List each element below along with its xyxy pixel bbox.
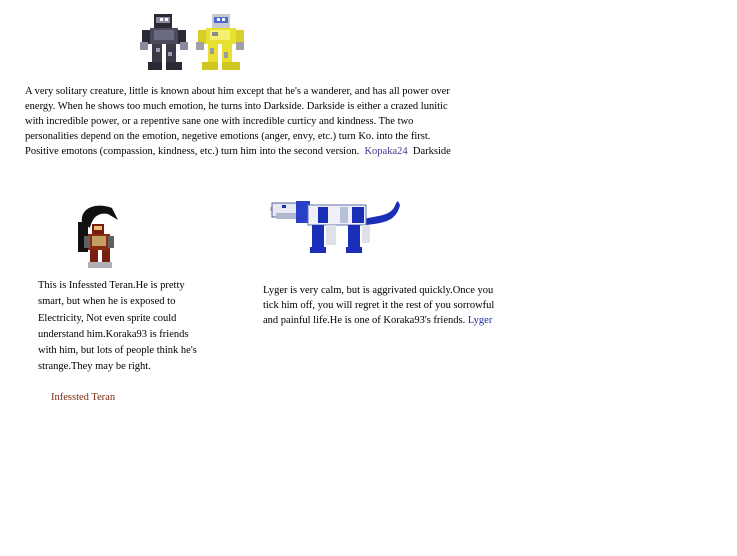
lyger-description-text: Lyger is very calm, but is aggrivated quickly.Once you tick him off, you will regret it the rest of you sorrowful and painful life.He is one of Koraka93's friends.: [263, 285, 495, 326]
lyger-label: Lyger: [467, 315, 493, 326]
kopaka24-label: Kopaka24: [364, 146, 408, 157]
infessted-teran-sprite: [74, 202, 120, 270]
kopaka-description-text: A very solitary creature, little is known about him except that he's a wanderer, and has all power over energy. When he shows too much emotion, he turns into Darkside. Darkside is either a crazed lunitic with incredible power, or a repentive sane one with incredible curticy and kindness. The two personalities depend on the emotion, negetive emotions (anger, envy, etc.) turn Ko. into the first. Positive emotons (compassion, kindness, etc.) turn him into the second version.: [25, 86, 450, 157]
darkside-sprite: [194, 12, 246, 72]
darkside-label: Darkside: [412, 146, 451, 157]
lyger-sprite: [268, 195, 402, 257]
kopaka24-sprite: [138, 12, 190, 72]
infessted-teran-description-text: This is Infessted Teran.He is pretty smart, but when he is exposed to Electricity, Not even sprite could understand him.Koraka93 is friends with him, but lots of people think he's strange.They may be right.: [38, 280, 197, 373]
kopaka-description: [25, 84, 465, 159]
lyger-description: [263, 283, 499, 328]
infessted-teran-description: [38, 278, 200, 376]
infessted-teran-label: Infessted Teran: [51, 392, 116, 403]
